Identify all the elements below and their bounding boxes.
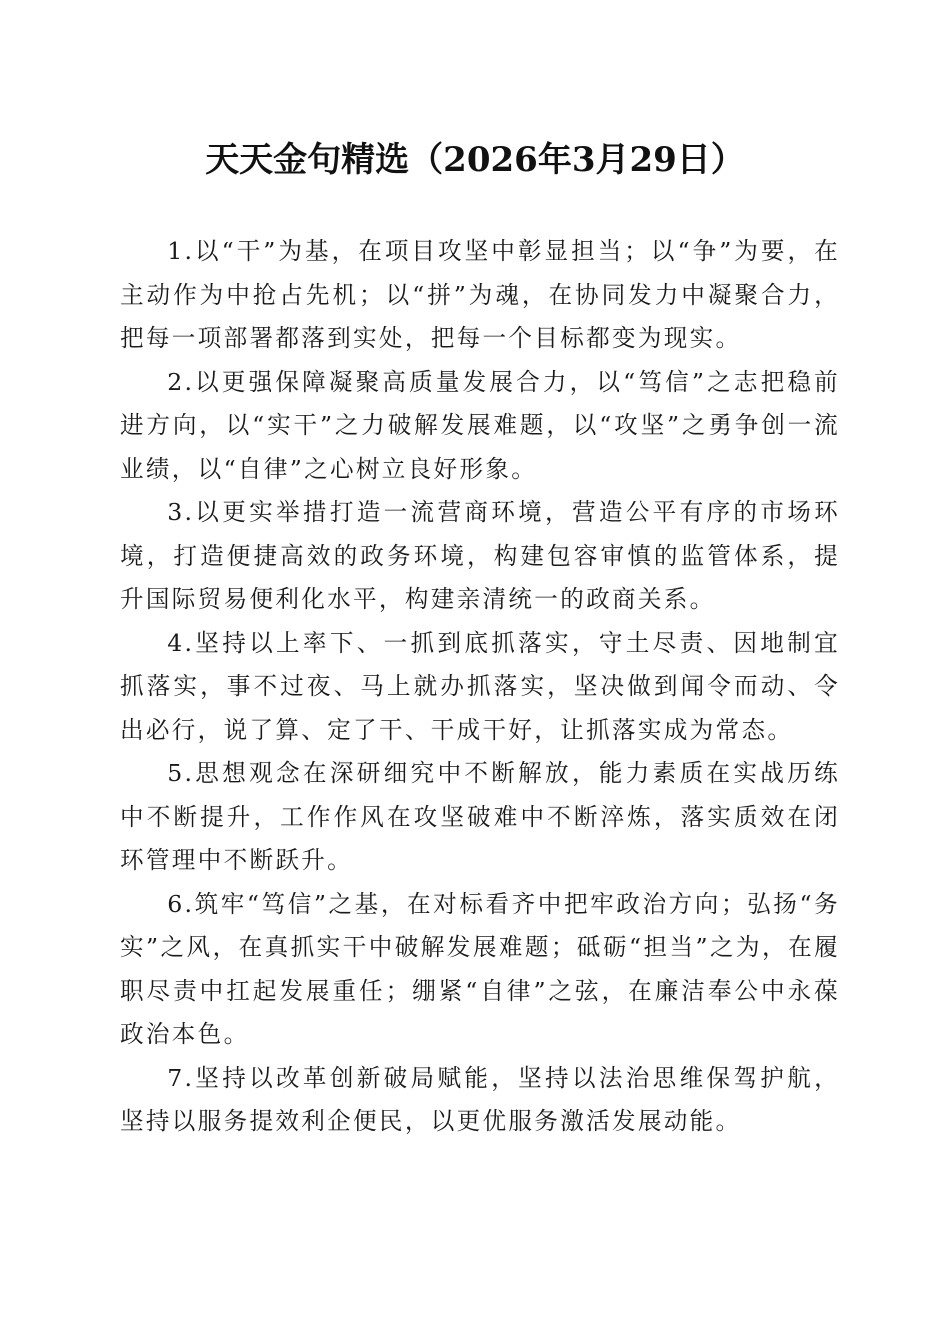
page-title: 天天金句精选（2026年3月29日） xyxy=(205,140,745,180)
document-body xyxy=(120,230,840,1144)
paragraph-3: 3.以更实举措打造一流营商环境，营造公平有序的市场环境，打造便捷高效的政务环境，构建包容审慎的监管体系，提升国际贸易便利化水平，构建亲清统一的政商关系。 xyxy=(120,498,840,613)
paragraph-1: 1.以“干”为基，在项目攻坚中彰显担当；以“争”为要，在主动作为中抢占先机；以“拼”为魂，在协同发力中凝聚合力，把每一项部署都落到实处，把每一个目标都变为现实。 xyxy=(120,237,840,352)
paragraph-2: 2.以更强保障凝聚高质量发展合力，以“笃信”之志把稳前进方向，以“实干”之力破解发展难题，以“攻坚”之勇争创一流业绩，以“自律”之心树立良好形象。 xyxy=(120,367,840,483)
paragraph-6: 6.筑牢“笃信”之基，在对标看齐中把牢政治方向；弘扬“务实”之风，在真抓实干中破解发展难题；砥砺“担当”之为，在履职尽责中扛起发展重任；绷紧“自律”之弦，在廉洁奉公中永葆政治本色。 xyxy=(120,889,840,1048)
paragraph-5: 5.思想观念在深研细究中不断解放，能力素质在实战历练中不断提升，工作作风在攻坚破难中不断淬炼，落实质效在闭环管理中不断跃升。 xyxy=(120,759,840,874)
paragraph-4: 4.坚持以上率下、一抓到底抓落实，守土尽责、因地制宜抓落实，事不过夜、马上就办抓落实，坚决做到闻令而动、令出必行，说了算、定了干、干成干好，让抓落实成为常态。 xyxy=(120,628,840,744)
paragraph-7: 7.坚持以改革创新破局赋能，坚持以法治思维保驾护航，坚持以服务提效利企便民，以更优服务激活发展动能。 xyxy=(120,1063,840,1135)
